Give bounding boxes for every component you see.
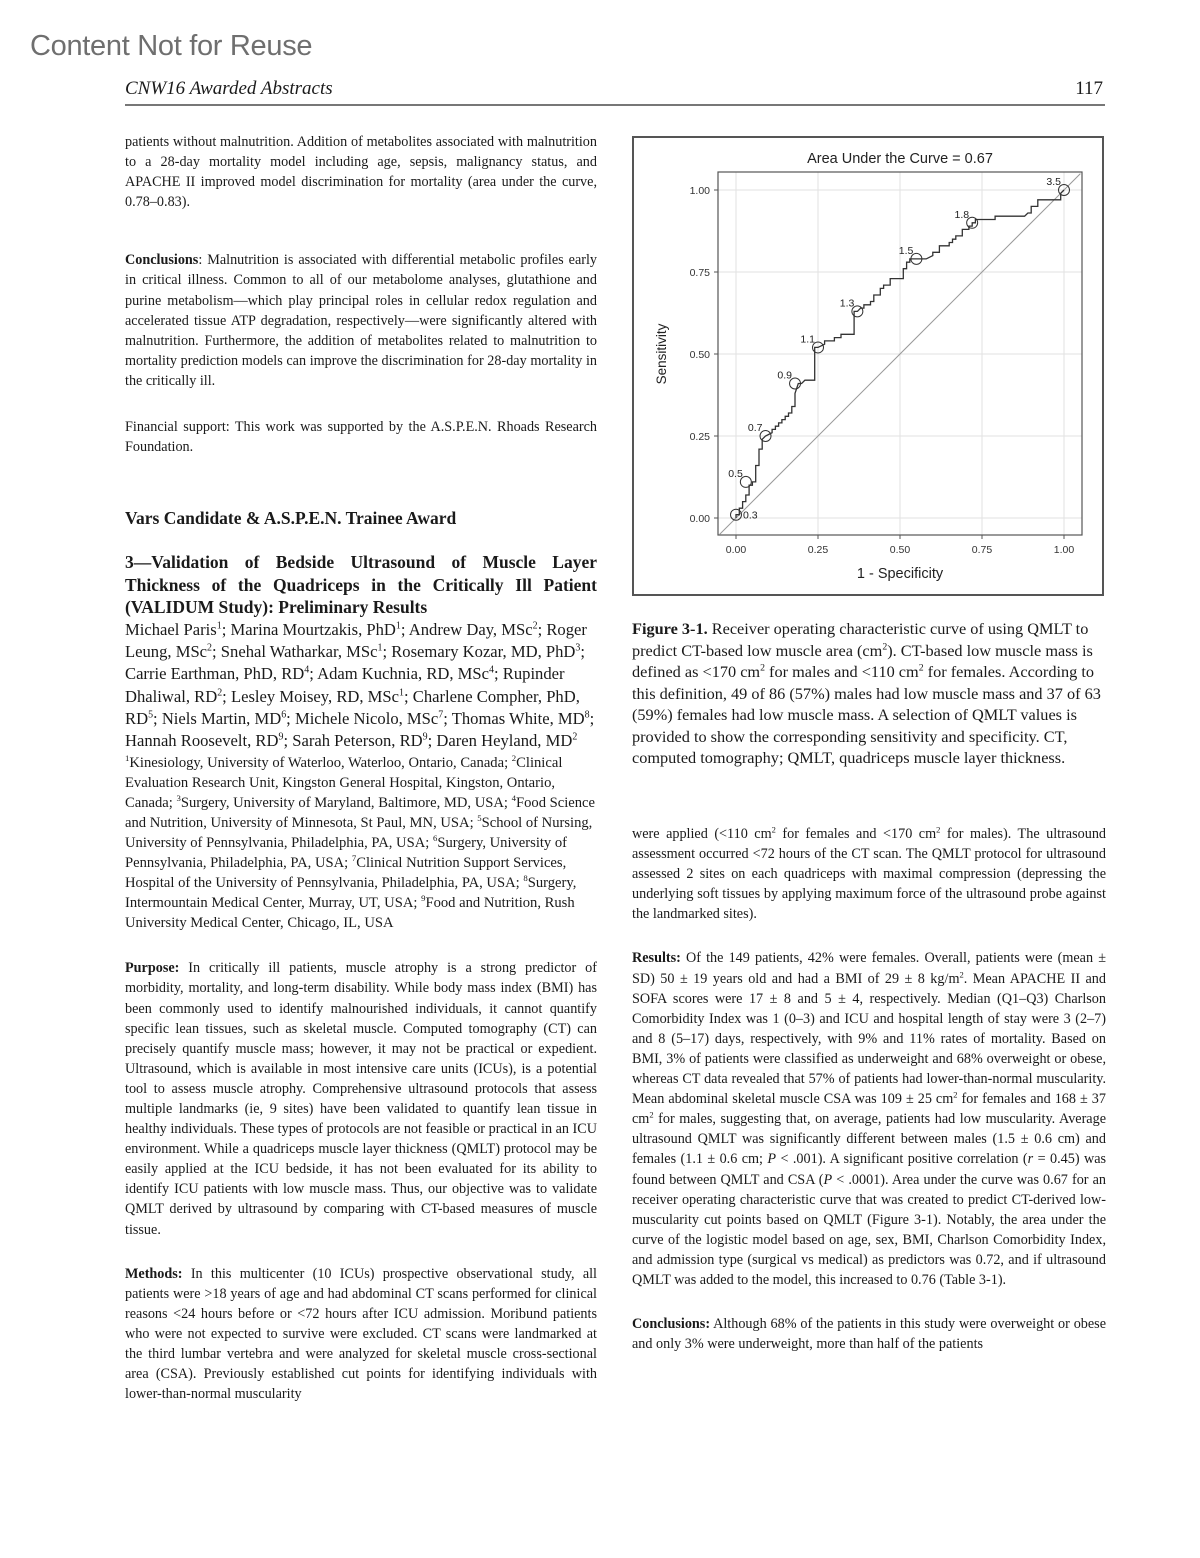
affiliation-marker: 3 bbox=[176, 792, 181, 803]
affiliation-marker: 2 bbox=[217, 687, 223, 699]
superscript: 2 bbox=[959, 968, 964, 979]
left-column bbox=[125, 132, 597, 1404]
threshold-label: 3.5 bbox=[1046, 176, 1061, 188]
y-tick-label: 0.00 bbox=[689, 513, 710, 525]
x-tick-label: 0.25 bbox=[807, 544, 829, 556]
methods-text: In this multicenter (10 ICUs) prospective observational study, all patients were >18 years of age and had abdominal CT scans performed for clinical reasons <24 hours before or <72 hours after ICU admission. Moribund patients who were not expected to survive were excluded. CT scans were landmarked at the third lumbar vertebra and were analyzed for skeletal muscle cross-sectional area (CSA). Previously established cut points for identifying individuals with lower-than-normal muscularity bbox=[125, 1265, 597, 1403]
affiliation-marker: 6 bbox=[432, 833, 438, 844]
affiliation-marker: 9 bbox=[278, 731, 284, 743]
affiliation-marker: 4 bbox=[304, 664, 310, 676]
abstract-title: 3—Validation of Bedside Ultrasound of Muscle Layer Thickness of the Quadriceps in the Critically Ill Patient (VALIDUM Study): Preliminary Results bbox=[125, 552, 597, 618]
x-tick-label: 0.50 bbox=[889, 544, 911, 556]
affiliation-text: Surgery, University of Pennsylvania, Philadelphia, PA, USA; bbox=[125, 834, 568, 871]
affiliation-marker: 1 bbox=[216, 620, 222, 632]
author-name: Marina Mourtzakis, PhD bbox=[230, 619, 396, 639]
previous-conclusions-paragraph bbox=[125, 250, 597, 391]
stat-symbol: P bbox=[823, 1171, 833, 1188]
x-tick-label: 0.75 bbox=[971, 544, 993, 556]
superscript: 2 bbox=[936, 824, 941, 835]
affiliation-text: Clinical Nutrition Support Services, Hospital of the University of Pennsylvania, Philadelphia, PA, USA; bbox=[125, 854, 567, 892]
affiliation-text: Surgery, Intermountain Medical Center, Murray, UT, USA; bbox=[125, 875, 577, 912]
author-name: Daren Heyland, MD bbox=[436, 731, 573, 751]
author-name: Niels Martin, MD bbox=[161, 708, 282, 728]
methods-text: for females and <170 cm bbox=[775, 826, 937, 842]
affiliation-marker: 9 bbox=[422, 731, 428, 743]
financial-support: Financial support: This work was supported by the A.S.P.E.N. Rhoads Research Foundation. bbox=[125, 419, 597, 456]
methods-text: for males). The ultrasound assessment occurred <72 hours of the CT scan. The QMLT protocol for ultrasound assessed 2 sites on each quadriceps with maximal compression (depressing the underlying soft tissues by applying maximum force of the ultrasound probe against the landmarked sites). bbox=[632, 826, 1107, 923]
affiliation-text: Kinesiology, University of Waterloo, Waterloo, Ontario, Canada; bbox=[129, 754, 512, 771]
watermark: Content Not for Reuse bbox=[30, 30, 313, 62]
affiliation-marker: 5 bbox=[148, 709, 154, 721]
results-text: for females and 168 ± 37 cm bbox=[632, 1091, 1106, 1128]
conclusions-text: : Malnutrition is associated with differential metabolic profiles early in critical illness. Common to all of our metabolome analyses, glutathione and purine metabolism—which play principal roles in cellular redox regulation and accelerated tissue ATP degradation, respectively—were significantly altered with malnutrition. Furthermore, the addition of metabolites related to malnutrition to mortality prediction models can improve the discrimination for 28-day mortality in the critically ill. bbox=[125, 252, 597, 389]
threshold-label: 0.9 bbox=[777, 369, 793, 382]
figure-label: Figure 3-1. bbox=[632, 619, 708, 638]
affiliation-marker: 5 bbox=[477, 812, 482, 823]
affiliation-list bbox=[125, 753, 597, 934]
stat-symbol: r bbox=[1027, 1151, 1034, 1168]
conclusions-label: Conclusions bbox=[125, 252, 199, 269]
stat-symbol: P bbox=[767, 1151, 777, 1168]
results-text: . Mean APACHE II and SOFA scores were 17 ± 8 and 5 ± 4, respectively. Median (Q1–Q3) Charlson Comorbidity Index was 1 (0–3) and ICU and hospital length of stay were 3 (2–7) and 8 (5–17) days, respectively, with 9% and 11% rates of mortality. Based on BMI, 3% of patients were classified as underweight and 68% overweight or obese, whereas CT data revealed that 57% of patients had lower-than-normal muscularity. Mean abdominal skeletal muscle CSA was 109 ± 25 cm bbox=[632, 970, 1106, 1108]
y-tick-label: 1.00 bbox=[689, 185, 710, 197]
caption-text: for females. According to this definition, 49 of 86 (57%) males had low muscle mass and 37 of 63 (59%) females had low muscle mass. A selection of QMLT values is provided to show the corresponding sensitivity and specificity. CT, computed tomography; QMLT, quadriceps muscle layer thickness. bbox=[632, 662, 1101, 767]
superscript: 2 bbox=[918, 662, 924, 674]
methods-continued bbox=[632, 824, 1106, 924]
purpose-paragraph bbox=[125, 958, 597, 1239]
affiliation-marker: 1 bbox=[395, 620, 401, 632]
results-text: < .0001). Area under the curve was 0.67 for an receiver operating characteristic curve that was created to predict CT-derived low-muscularity cut points based on QMLT (Figure 3-1). Notably, the area under the curve of the logistic model based on age, sex, BMI, Charlson Comorbidity Index, and admission type (surgical vs medical) as predictors was 0.72, and if ultrasound QMLT was added to the model, this increased to 0.76 (Table 3-1). bbox=[632, 1171, 1106, 1288]
y-tick-label: 0.25 bbox=[689, 431, 710, 443]
threshold-label: 1.1 bbox=[800, 333, 815, 346]
intro-paragraph: patients without malnutrition. Addition of metabolites associated with malnutrition to a 28-day mortality model including age, sepsis, malignancy status, and APACHE II improved model discrimination for mortality (area under the curve, 0.78–0.83). bbox=[125, 134, 597, 211]
affiliation-marker: 9 bbox=[421, 893, 426, 904]
affiliation-marker: 1 bbox=[377, 642, 383, 654]
author-name: Charlene Compher, PhD, RD bbox=[125, 686, 580, 728]
affiliation-marker: 7 bbox=[438, 709, 444, 721]
author-name: Hannah Roosevelt, RD bbox=[125, 731, 279, 751]
y-axis-label: Sensitivity bbox=[654, 323, 669, 385]
conclusions-label: Conclusions: bbox=[632, 1316, 711, 1333]
affiliation-marker: 2 bbox=[572, 731, 578, 743]
roc-figure bbox=[632, 136, 1104, 596]
roc-chart bbox=[632, 136, 1104, 596]
y-tick-label: 0.75 bbox=[689, 267, 710, 279]
author-name: Lesley Moisey, RD, MSc bbox=[230, 686, 400, 706]
results-text: = 0.45) was found between QMLT and CSA ( bbox=[632, 1151, 1107, 1188]
results-label: Results: bbox=[632, 950, 681, 967]
results-conclusions-paragraph bbox=[632, 1314, 1106, 1354]
methods-label: Methods: bbox=[125, 1265, 183, 1282]
y-tick-label: 0.50 bbox=[689, 349, 710, 361]
methods-text: were applied (<110 cm bbox=[632, 826, 772, 842]
author-name: Adam Kuchnia, RD, MSc bbox=[317, 664, 490, 684]
caption-text: for males and <110 cm bbox=[764, 662, 919, 681]
author-name: Carrie Earthman, PhD, RD bbox=[125, 664, 305, 684]
author-name: Thomas White, MD bbox=[451, 708, 585, 728]
affiliation-text: Clinical Evaluation Research Unit, Kingston General Hospital, Kingston, Ontario, Canada; bbox=[125, 754, 563, 811]
x-tick-label: 0.00 bbox=[725, 544, 747, 556]
affiliation-marker: 1 bbox=[399, 687, 404, 699]
journal-section-title: CNW16 Awarded Abstracts bbox=[125, 78, 333, 99]
author-name: Rosemary Kozar, MD, PhD bbox=[391, 642, 576, 662]
author-list: Michael Paris$^1$; Marina Mourtzakis, PhD$^1$; Andrew Day, MSc$^2$; Roger Leung, MSc$^2$; Snehal Watharkar, MSc$^1$; Rosemary Kozar, MD, PhD$^3$; Carrie Earthman, PhD, $RD^4$; Adam Kuchnia, RD, MSc$^4$; Rupinder Dhaliwal, $RD^2$; Lesley Moisey, RD, MSc$^1$; Charlene Compher, PhD, $RD^5$; Niels Martin, $MD^6$; Michele Nicolo, MSc$^7$; Thomas White, $MD^8$; Hannah Roosevelt, $RD^9$; Sarah Peterson, $RD^9$; Daren Heyland, $MD^2$ bbox=[125, 619, 595, 751]
chart-title: Area Under the Curve = 0.67 bbox=[807, 151, 993, 167]
affiliation-text: School of Nursing, University of Pennsylvania, Philadelphia, PA, USA; bbox=[125, 814, 593, 851]
affiliation-marker: 2 bbox=[207, 642, 213, 654]
results-paragraph bbox=[632, 948, 1106, 1290]
superscript: 2 bbox=[760, 662, 765, 674]
affiliation-text: Food Science and Nutrition, University of Minnesota, St Paul, MN, USA; bbox=[125, 794, 596, 831]
affiliation-marker: 3 bbox=[575, 642, 581, 654]
author-name: Michael Paris bbox=[125, 619, 217, 639]
affiliation-marker: 7 bbox=[351, 853, 357, 864]
affiliation-marker: 4 bbox=[511, 792, 516, 803]
author-name: Rupinder Dhaliwal, RD bbox=[125, 664, 565, 706]
purpose-label: Purpose: bbox=[125, 960, 180, 977]
author-name: Andrew Day, MSc bbox=[408, 619, 533, 639]
results-text: Of the 149 patients, 42% were females. Overall, patients were (mean ± SD) 50 ± 19 years old and had a BMI of 29 ± 8 kg/m bbox=[632, 950, 1106, 987]
affiliation-text: Surgery, University of Maryland, Baltimore, MD, USA; bbox=[180, 794, 512, 811]
affiliation-marker: 4 bbox=[489, 664, 495, 676]
page-number: 117 bbox=[1075, 78, 1103, 99]
figure-caption bbox=[632, 618, 1106, 769]
affiliation-marker: 2 bbox=[511, 752, 517, 763]
superscript: 2 bbox=[953, 1089, 958, 1100]
caption-text: ). CT-based low muscle mass is defined as <170 cm bbox=[632, 640, 1093, 681]
purpose-text: In critically ill patients, muscle atrophy is a strong predictor of morbidity, mortality, and long-term disability. While body mass index (BMI) has been commonly used to identify malnourished individuals, it cannot quantify specific lean tissues, such as skeletal muscle. Computed tomography (CT) can precisely quantify muscle mass; however, it may not be practical or expedient. Ultrasound, which is available in most intensive care units (ICUs), is a potential tool to assess muscle atrophy. Comprehensive ultrasound protocols that assess multiple landmarks (ie, 9 sites) have been validated to quantify lean tissue in healthy individuals. These types of protocols are not feasible or practical in an ICU environment. While a quadriceps muscle layer thickness (QMLT) protocol may be easily applied at the ICU bedside, it has not been evaluated for its ability to identify ICU patients with low muscle mass. Thus, our objective was to validate QMLT derived by ultrasound by comparing with CT-based measures of muscle tissue. bbox=[125, 960, 597, 1238]
author-name: Michele Nicolo, MSc bbox=[294, 708, 439, 728]
affiliation-marker: 2 bbox=[532, 620, 538, 632]
threshold-label: 0.5 bbox=[728, 467, 743, 480]
affiliation-marker: 8 bbox=[584, 709, 590, 721]
methods-paragraph bbox=[125, 1264, 597, 1405]
affiliation-marker: 8 bbox=[523, 873, 528, 884]
threshold-label: 0.3 bbox=[743, 509, 758, 522]
conclusions-text: Although 68% of the patients in this study were overweight or obese and only 3% were underweight, more than half of the patients bbox=[632, 1316, 1106, 1353]
affiliation-marker: 6 bbox=[281, 709, 287, 721]
threshold-label: 0.7 bbox=[747, 422, 763, 434]
right-column bbox=[632, 824, 1106, 1354]
threshold-label: 1.3 bbox=[839, 297, 855, 310]
affiliation-text: Food and Nutrition, Rush University Medical Center, Chicago, IL, USA bbox=[125, 895, 575, 932]
author-name: Sarah Peterson, RD bbox=[292, 731, 423, 751]
threshold-label: 1.8 bbox=[954, 208, 970, 221]
superscript: 2 bbox=[882, 641, 888, 653]
results-text: for males, suggesting that, on average, patients had low muscularity. Average ultrasound QMLT was significantly different between males (1.5 ± 0.6 cm) and females (1.1 ± 0.6 cm; bbox=[632, 1111, 1106, 1168]
author-name: Roger Leung, MSc bbox=[125, 619, 587, 662]
caption-text: Receiver operating characteristic curve of using QMLT to predict CT-based low muscle area (cm bbox=[632, 619, 1089, 660]
x-tick-label: 1.00 bbox=[1053, 544, 1075, 556]
running-header bbox=[125, 78, 1105, 106]
affiliation-marker: 1 bbox=[125, 752, 130, 763]
figure-caption-block bbox=[632, 618, 1106, 769]
award-heading: Vars Candidate & A.S.P.E.N. Trainee Award bbox=[125, 508, 457, 529]
superscript: 2 bbox=[649, 1109, 654, 1120]
superscript: 2 bbox=[771, 824, 776, 835]
author-name: Snehal Watharkar, MSc bbox=[220, 642, 378, 662]
threshold-label: 1.5 bbox=[898, 244, 914, 257]
x-axis-label: 1 - Specificity bbox=[856, 566, 944, 582]
results-text: < .001). A significant positive correlation ( bbox=[776, 1151, 1028, 1168]
